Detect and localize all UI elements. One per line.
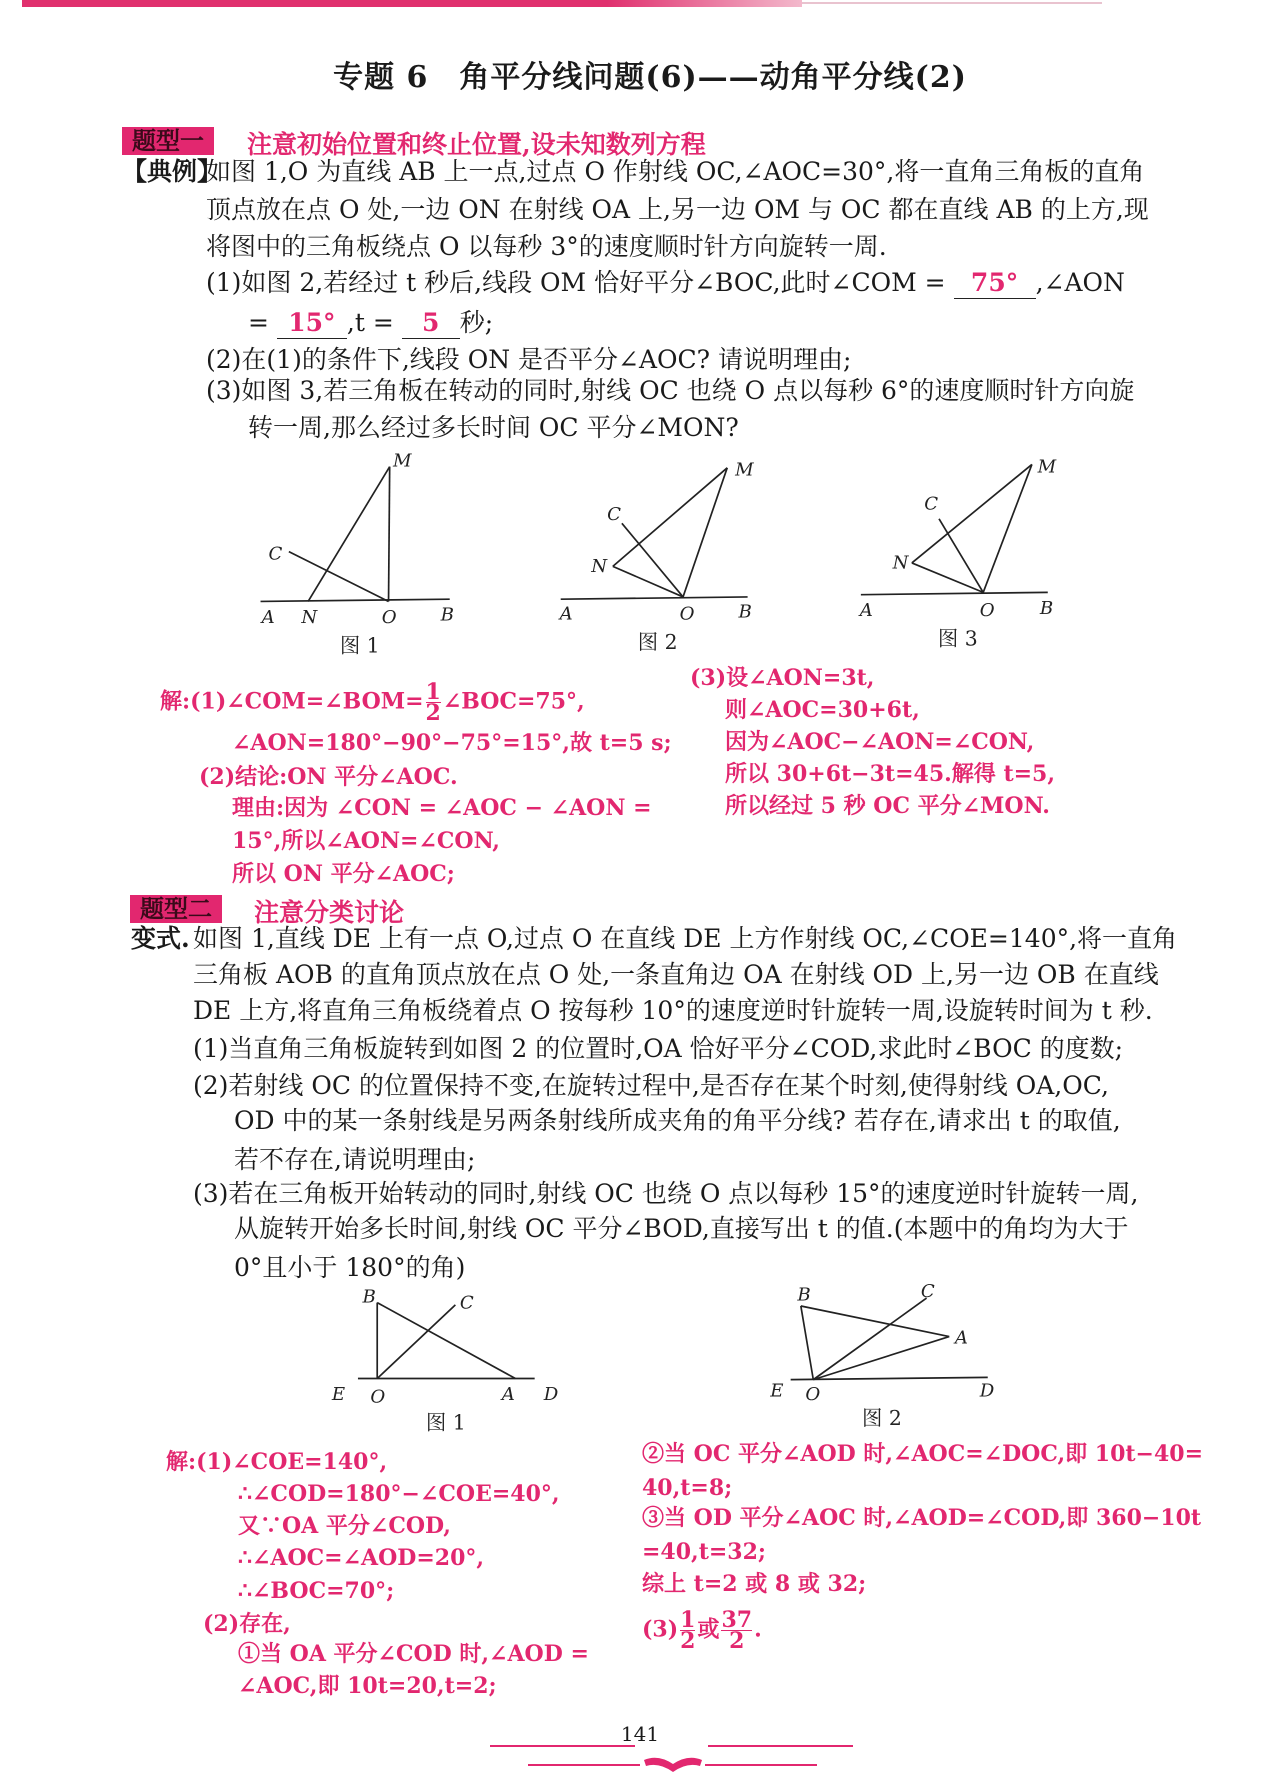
point-label: O bbox=[805, 1384, 821, 1406]
point-label: A bbox=[859, 600, 873, 622]
solution-1-right-line: 因为∠AOC−∠AON=∠CON, bbox=[725, 729, 1035, 755]
point-label: C bbox=[920, 1280, 935, 1302]
point-label: N bbox=[892, 552, 909, 574]
solution-2-line: ∴∠BOC=70°; bbox=[238, 1578, 395, 1604]
solution-1-line: 15°,所以∠AON=∠CON, bbox=[232, 828, 500, 854]
variant-label: 变式. bbox=[131, 924, 190, 953]
answer-blank-aon: 15° bbox=[277, 308, 347, 339]
figure-caption: 图 2 bbox=[637, 630, 678, 655]
point-label: A bbox=[954, 1327, 968, 1349]
q1-text: = bbox=[248, 308, 269, 337]
question-3: (3)若在三角板开始转动的同时,射线 OC 也绕 O 点以每秒 15°的速度逆时针旋转一周, bbox=[193, 1179, 1139, 1208]
solution-2-line: 解:(1)∠COE=140°, bbox=[166, 1449, 388, 1475]
variant-line: 如图 1,直线 DE 上有一点 O,过点 O 在直线 DE 上方作射线 OC,∠COE=140°,将一直角 bbox=[193, 924, 1178, 953]
solution-1-right-line: 所以经过 5 秒 OC 平分∠MON. bbox=[725, 793, 1050, 819]
point-label: E bbox=[331, 1384, 346, 1406]
figure-2-2-lines bbox=[791, 1298, 988, 1380]
question-3: (3)如图 3,若三角板在转动的同时,射线 OC 也绕 O 点以每秒 6°的速度顺时针方向旋 bbox=[206, 376, 1135, 405]
solution-2-line: ∴∠COD=180°−∠COE=40°, bbox=[238, 1481, 560, 1507]
solution-1-line: (2)结论:ON 平分∠AOC. bbox=[199, 764, 458, 790]
fraction-numerator: 37 bbox=[721, 1607, 753, 1633]
q1-text: 秒; bbox=[459, 308, 494, 337]
solution-1-line bbox=[160, 679, 585, 726]
question-2: (2)在(1)的条件下,线段 ON 是否平分∠AOC? 请说明理由; bbox=[206, 345, 852, 374]
point-label: B bbox=[797, 1284, 811, 1306]
variant-line: DE 上方,将直角三角板绕着点 O 按每秒 10°的速度逆时针旋转一周,设旋转时间为 t 秒. bbox=[193, 996, 1153, 1025]
fraction-numerator: 1 bbox=[680, 1607, 696, 1633]
figure-caption: 图 1 bbox=[425, 1410, 466, 1435]
point-label: C bbox=[924, 493, 939, 515]
q1-text: ,t = bbox=[346, 308, 394, 337]
point-label: B bbox=[362, 1286, 376, 1308]
question-3: 转一周,那么经过多长时间 OC 平分∠MON? bbox=[248, 413, 739, 442]
q1-text: ,∠AON bbox=[1035, 268, 1125, 297]
point-label: N bbox=[591, 556, 608, 578]
question-2: 若不存在,请说明理由; bbox=[234, 1145, 476, 1174]
question-2: (2)若射线 OC 的位置保持不变,在旋转过程中,是否存在某个时刻,使得射线 OA,OC, bbox=[193, 1071, 1109, 1100]
answer-blank-t: 5 bbox=[402, 308, 460, 339]
point-label: C bbox=[459, 1292, 474, 1314]
example-line: 如图 1,O 为直线 AB 上一点,过点 O 作射线 OC,∠AOC=30°,将一直角三角板的直角 bbox=[206, 157, 1145, 186]
point-label: M bbox=[735, 459, 754, 481]
question-1: (1)当直角三角板旋转到如图 2 的位置时,OA 恰好平分∠COD,求此时∠BOC 的度数; bbox=[193, 1034, 1124, 1063]
fraction-denominator: 2 bbox=[425, 700, 441, 726]
answer-blank-com: 75° bbox=[954, 268, 1036, 299]
point-label: O bbox=[979, 600, 995, 622]
solution-2-q3 bbox=[642, 1607, 762, 1654]
point-label: C bbox=[607, 503, 622, 525]
header-decoration bbox=[22, 0, 802, 7]
solution-text: 或 bbox=[697, 1616, 720, 1643]
fraction bbox=[721, 1607, 753, 1654]
fraction bbox=[425, 679, 441, 726]
solution-text: . bbox=[754, 1616, 762, 1643]
open-book-icon bbox=[642, 1752, 704, 1774]
variant-line: 三角板 AOB 的直角顶点放在点 O 处,一条直角边 OA 在射线 OD 上,另一边 OB 在直线 bbox=[193, 960, 1159, 989]
solution-1-right-line: 所以 30+6t−3t=45.解得 t=5, bbox=[725, 761, 1056, 787]
example-label: 【典例】 bbox=[122, 157, 223, 186]
question-2: OD 中的某一条射线是另两条射线所成夹角的角平分线? 若存在,请求出 t 的取值, bbox=[234, 1106, 1121, 1135]
point-label: A bbox=[261, 606, 275, 628]
page-title: 专题 6 角平分线问题(6)——动角平分线(2) bbox=[333, 60, 967, 95]
point-label: O bbox=[679, 603, 695, 625]
solution-2-right-line: ②当 OC 平分∠AOD 时,∠AOC=∠DOC,即 10t−40= bbox=[642, 1441, 1204, 1467]
figure-caption: 图 1 bbox=[339, 633, 380, 658]
solution-1-line: ∠AON=180°−90°−75°=15°,故 t=5 s; bbox=[232, 730, 672, 756]
solution-2-line: (2)存在, bbox=[203, 1611, 291, 1637]
point-label: A bbox=[501, 1384, 515, 1406]
point-label: C bbox=[268, 543, 283, 565]
solution-1-line: 所以 ON 平分∠AOC; bbox=[232, 861, 455, 887]
solution-text: ∠BOC=75°, bbox=[442, 688, 585, 715]
point-label: O bbox=[370, 1386, 386, 1408]
point-label: E bbox=[770, 1380, 784, 1402]
solution-1-line: 理由:因为 ∠CON = ∠AOC − ∠AON = bbox=[232, 795, 652, 821]
figure-1-1-lines bbox=[261, 467, 450, 602]
point-label: A bbox=[559, 603, 573, 625]
figure-1-2-lines bbox=[561, 468, 748, 599]
fraction-denominator: 2 bbox=[729, 1628, 745, 1654]
question-3: 从旋转开始多长时间,射线 OC 平分∠BOD,直接写出 t 的值.(本题中的角均为大于 bbox=[234, 1214, 1129, 1243]
solution-2-right-line: 综上 t=2 或 8 或 32; bbox=[642, 1571, 867, 1597]
fraction-denominator: 2 bbox=[680, 1628, 696, 1654]
solution-2-line: ∠AOC,即 10t=20,t=2; bbox=[238, 1673, 497, 1699]
q1-text: (1)如图 2,若经过 t 秒后,线段 OM 恰好平分∠BOC,此时∠COM = bbox=[206, 268, 946, 297]
example-line: 将图中的三角板绕点 O 以每秒 3°的速度顺时针方向旋转一周. bbox=[206, 232, 887, 261]
solution-1-right-line: (3)设∠AON=3t, bbox=[690, 665, 875, 691]
figure-caption: 图 2 bbox=[862, 1405, 902, 1430]
question-3: 0°且小于 180°的角) bbox=[234, 1253, 466, 1282]
point-label: D bbox=[979, 1380, 995, 1402]
header-decoration-line bbox=[802, 2, 1102, 4]
footer-decoration bbox=[528, 1764, 640, 1766]
section-heading-1: 注意初始位置和终止位置,设未知数列方程 bbox=[247, 130, 706, 159]
figure-2-1-lines bbox=[358, 1303, 535, 1379]
solution-2-line: ①当 OA 平分∠COD 时,∠AOD = bbox=[238, 1641, 589, 1667]
solution-2-right-line: =40,t=32; bbox=[642, 1539, 767, 1565]
point-label: D bbox=[543, 1384, 559, 1406]
solution-text: 解:(1)∠COM=∠BOM= bbox=[160, 688, 424, 715]
fraction-numerator: 1 bbox=[425, 679, 441, 705]
point-label: M bbox=[393, 450, 412, 472]
section-tag-1: 题型一 bbox=[122, 127, 214, 155]
figure-1-3-lines bbox=[861, 464, 1048, 594]
solution-2-right-line: 40,t=8; bbox=[642, 1475, 733, 1501]
solution-text: (3) bbox=[642, 1616, 679, 1643]
solution-2-line: ∴∠AOC=∠AOD=20°, bbox=[238, 1545, 485, 1571]
point-label: B bbox=[1039, 597, 1054, 619]
section-tag-2: 题型二 bbox=[130, 895, 222, 923]
footer-decoration bbox=[705, 1764, 817, 1766]
question-1 bbox=[206, 268, 1125, 299]
example-line: 顶点放在点 O 处,一边 ON 在射线 OA 上,另一边 OM 与 OC 都在直线 AB 的上方,现 bbox=[206, 195, 1149, 224]
solution-1-right-line: 则∠AOC=30+6t, bbox=[725, 697, 920, 723]
figure-caption: 图 3 bbox=[937, 626, 978, 651]
point-label: M bbox=[1037, 456, 1057, 478]
fraction bbox=[680, 1607, 696, 1654]
point-label: B bbox=[440, 604, 454, 626]
point-label: O bbox=[381, 606, 397, 628]
point-label: B bbox=[738, 601, 752, 623]
section-heading-2: 注意分类讨论 bbox=[254, 898, 405, 927]
question-1-cont bbox=[248, 308, 493, 339]
page-number: 141 bbox=[620, 1722, 660, 1746]
point-label: N bbox=[301, 606, 318, 628]
solution-2-line: 又∵OA 平分∠COD, bbox=[238, 1513, 451, 1539]
solution-2-right-line: ③当 OD 平分∠AOC 时,∠AOD=∠COD,即 360−10t bbox=[642, 1505, 1202, 1531]
